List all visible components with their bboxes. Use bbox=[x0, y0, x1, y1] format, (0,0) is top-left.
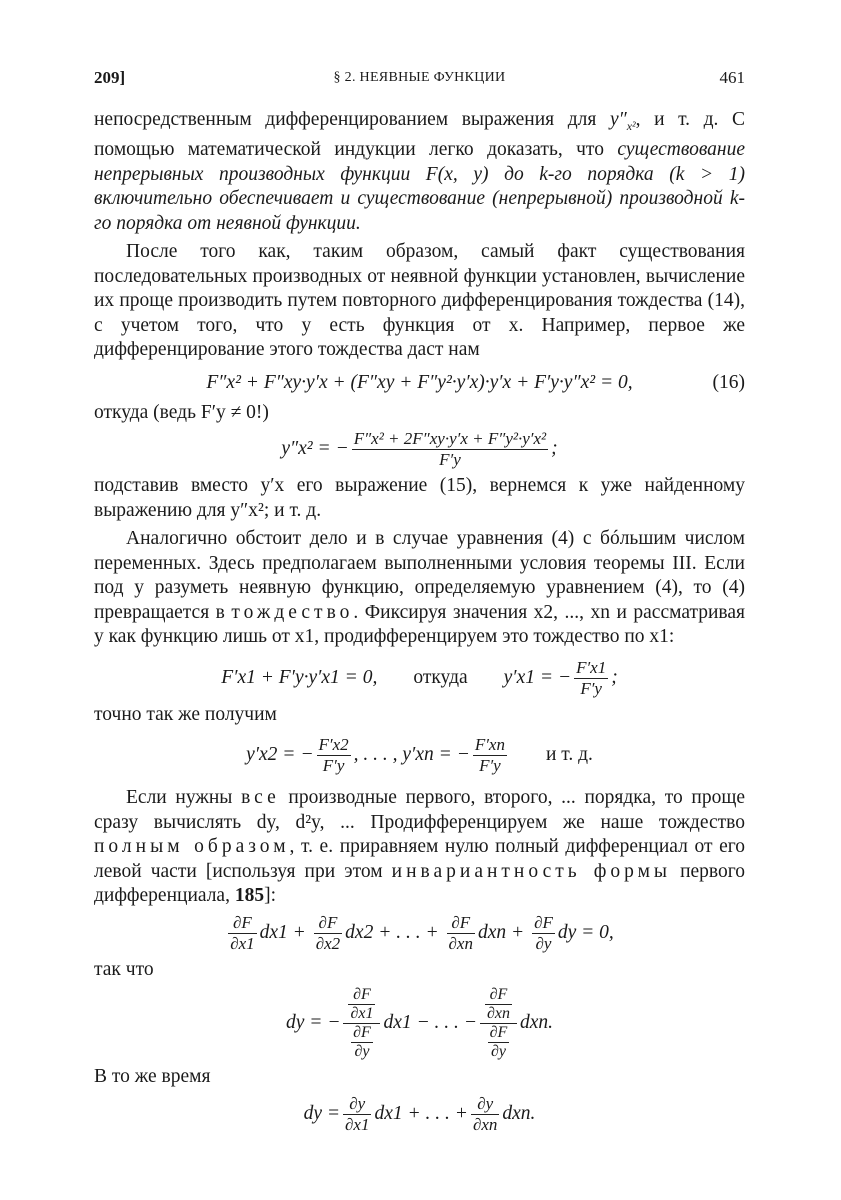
eq-x1-rhs: y′x1 = − bbox=[503, 666, 572, 688]
paragraph-6: точно так же получим bbox=[94, 703, 277, 725]
eq-yxx-denominator: F′y bbox=[439, 450, 461, 470]
p7-text-a: Если нужны bbox=[126, 787, 242, 809]
paragraph-8: так что bbox=[94, 958, 154, 980]
eq-total-term-3: dxn + bbox=[477, 921, 525, 943]
eq-total-frac-1 bbox=[228, 913, 256, 954]
eq-dy1-frac-b bbox=[480, 986, 517, 1061]
p7-text-i: ]: bbox=[264, 885, 277, 907]
eq-yxx-lhs: y″x² = − bbox=[281, 438, 349, 460]
eq-x1-numerator: F′x1 bbox=[576, 657, 607, 677]
eq-x1-word: откуда bbox=[413, 666, 468, 688]
eq-x1-lhs: F′x1 + F′y·y′x1 = 0, bbox=[221, 666, 378, 688]
equation-dy-ratio bbox=[94, 986, 745, 1061]
eq-total-frac-3 bbox=[447, 913, 475, 954]
paragraph-9: В то же время bbox=[94, 1066, 211, 1088]
section-number: 209] bbox=[94, 68, 126, 87]
eq-dy1-lhs: dy = − bbox=[285, 1012, 341, 1034]
eq-xn-fraction-a bbox=[317, 735, 351, 776]
paragraph-3: откуда (ведь F′y ≠ 0!) bbox=[94, 401, 269, 423]
eq-dy1-frac-a bbox=[343, 986, 380, 1061]
p7-text-e: , т. е. приравняем нулю полный дифференциал от его левой части [используя при этом bbox=[94, 836, 745, 882]
eq-xn-dots: , . . . , bbox=[353, 744, 398, 766]
eq-total-f1-den: ∂x1 bbox=[230, 933, 255, 953]
eq-total-term-1: dx1 + bbox=[259, 921, 306, 943]
eq-x1-tail: ; bbox=[611, 666, 618, 688]
equation-second-derivative bbox=[94, 429, 745, 470]
p7-reference: 185 bbox=[234, 885, 265, 907]
p1-text-b: , и т. д. С помощью математической индукции легко доказать, что bbox=[94, 109, 746, 161]
p5-text-a: Аналогично обстоит дело и в случае уравнения (4) с бóльшим числом переменных. Здесь предполагаем выполненными условия теоремы III. Если под y разуметь неявную функцию, определяемую уравнением (4), то (4) превращается в bbox=[94, 528, 745, 623]
eq-xn-lhs-a: y′x2 = − bbox=[246, 744, 314, 766]
p1-formula: $y''_{x^2}$ bbox=[609, 109, 636, 133]
eq-xn-a-denominator: F′y bbox=[322, 756, 345, 776]
eq-xn-b-numerator: F′xn bbox=[474, 735, 505, 755]
eq-dy2-b-num: ∂y bbox=[471, 1094, 499, 1115]
eq-total-term-2: dx2 + . . . + bbox=[345, 921, 439, 943]
eq-xn-lhs-b: y′xn = − bbox=[402, 744, 470, 766]
p1-text-c: существование непрерывных производных функции F(x, y) до k-го порядка (k > 1) включительно обеспечивает и существование (непрерывной) производной k-го порядка от неявной функции. bbox=[94, 139, 745, 234]
paragraph-1 bbox=[94, 108, 745, 236]
eq-total-f2-den: ∂x2 bbox=[315, 933, 341, 953]
running-title: § 2. НЕЯВНЫЕ ФУНКЦИИ bbox=[333, 70, 506, 85]
paragraph-5 bbox=[94, 527, 745, 650]
equation-16-number: (16) bbox=[712, 371, 745, 393]
eq-dy1-b-dn: ∂F bbox=[489, 1024, 508, 1042]
paragraph-4: подставив вместо y′x его выражение (15), вернемся к уже найденному выражению для y″x²; и т. д. bbox=[94, 475, 745, 521]
eq-yxx-tail: ; bbox=[551, 438, 558, 460]
eq-total-f3-den: ∂xn bbox=[448, 933, 473, 953]
p5-text-c: . Фиксируя значения x2, ..., xn и рассматривая y как функцию лишь от x1, продифференцируем это тождество по x1: bbox=[94, 601, 745, 648]
equation-16-body: F″x² + F″xy·y′x + (F″xy + F″y²·y′x)·y′x + F′y·y″x² = 0, bbox=[206, 371, 633, 393]
eq-x1-denominator: F′y bbox=[580, 678, 602, 698]
eq-xn-fraction-b bbox=[473, 735, 507, 776]
eq-dy1-b-nn: ∂F bbox=[485, 986, 512, 1005]
eq-xn-a-numerator: F′x2 bbox=[318, 735, 349, 755]
eq-dy1-a-dd: ∂y bbox=[354, 1043, 370, 1061]
p7-spaced-invariance: инвариантность формы bbox=[391, 860, 672, 882]
equation-partial-x1 bbox=[94, 658, 745, 699]
eq-total-f2-num: ∂F bbox=[314, 913, 342, 934]
eq-yxx-fraction bbox=[352, 429, 548, 470]
eq-total-frac-2 bbox=[314, 913, 342, 954]
eq-dy1-b-dd: ∂y bbox=[490, 1043, 506, 1061]
eq-dy1-a-nd: ∂x1 bbox=[350, 1005, 374, 1023]
eq-dy1-frac-b-top bbox=[485, 986, 512, 1023]
eq-dy1-tail: dxn. bbox=[519, 1012, 554, 1034]
equation-16 bbox=[94, 369, 745, 397]
p1-text-a: непосредственным дифференцированием выражения для bbox=[94, 109, 610, 130]
eq-dy2-mid: dx1 + . . . + bbox=[374, 1102, 468, 1124]
eq-dy2-tail: dxn. bbox=[502, 1102, 536, 1124]
eq-dy2-frac-a bbox=[343, 1094, 371, 1135]
eq-dy1-mid: dx1 − . . . − bbox=[383, 1012, 477, 1034]
eq-dy1-frac-a-bottom bbox=[351, 1024, 373, 1061]
eq-dy2-b-den: ∂xn bbox=[472, 1114, 498, 1134]
p7-spaced-full: полным образом bbox=[94, 836, 290, 858]
eq-dy1-a-dn: ∂F bbox=[353, 1024, 371, 1042]
eq-dy2-a-den: ∂x1 bbox=[345, 1114, 370, 1134]
paragraph-7 bbox=[94, 786, 745, 909]
eq-xn-tail: и т. д. bbox=[545, 744, 593, 766]
equation-dy-partials bbox=[94, 1094, 745, 1135]
eq-total-f4-den: ∂y bbox=[535, 933, 552, 953]
eq-total-f3-num: ∂F bbox=[447, 913, 475, 934]
p7-spaced-all: все bbox=[241, 787, 280, 809]
page-header bbox=[94, 64, 745, 94]
p5-spaced-term: тождество bbox=[231, 601, 354, 623]
p7-text-g: первого дифференциала, bbox=[94, 860, 746, 907]
p7-text-c: производные первого, второго, ... порядка, то проще сразу вычислять dy, d²y, ... Продифференцируем же наше тождество bbox=[94, 787, 746, 833]
eq-total-f4-num: ∂F bbox=[534, 912, 553, 932]
eq-dy2-lhs: dy = bbox=[303, 1102, 341, 1124]
eq-x1-fraction bbox=[574, 658, 608, 699]
eq-dy1-frac-a-top bbox=[348, 986, 375, 1023]
eq-total-f1-num: ∂F bbox=[228, 913, 256, 934]
eq-total-term-4: dy = 0, bbox=[557, 921, 614, 943]
eq-dy2-a-num: ∂y bbox=[343, 1094, 371, 1115]
equation-total-differential bbox=[94, 913, 745, 954]
paragraph-2: После того как, таким образом, самый факт существования последовательных производных от неявной функции установлен, вычисление их проще производить путем повторного дифференцирования тождества (14), с учетом того, что y есть функция от x. Например, первое же дифференцирование этого тождества даст нам bbox=[94, 241, 745, 361]
eq-dy2-frac-b bbox=[471, 1094, 499, 1135]
eq-xn-b-denominator: F′y bbox=[479, 756, 501, 776]
eq-dy1-frac-b-bottom bbox=[488, 1024, 510, 1061]
eq-yxx-numerator: F″x² + 2F″xy·y′x + F″y²·y′x² bbox=[353, 429, 547, 449]
eq-dy1-a-nn: ∂F bbox=[348, 986, 375, 1005]
eq-dy1-b-nd: ∂xn bbox=[486, 1005, 510, 1023]
equation-partial-xn bbox=[94, 735, 745, 776]
page-number: 461 bbox=[719, 68, 745, 87]
eq-total-frac-4 bbox=[532, 913, 555, 954]
